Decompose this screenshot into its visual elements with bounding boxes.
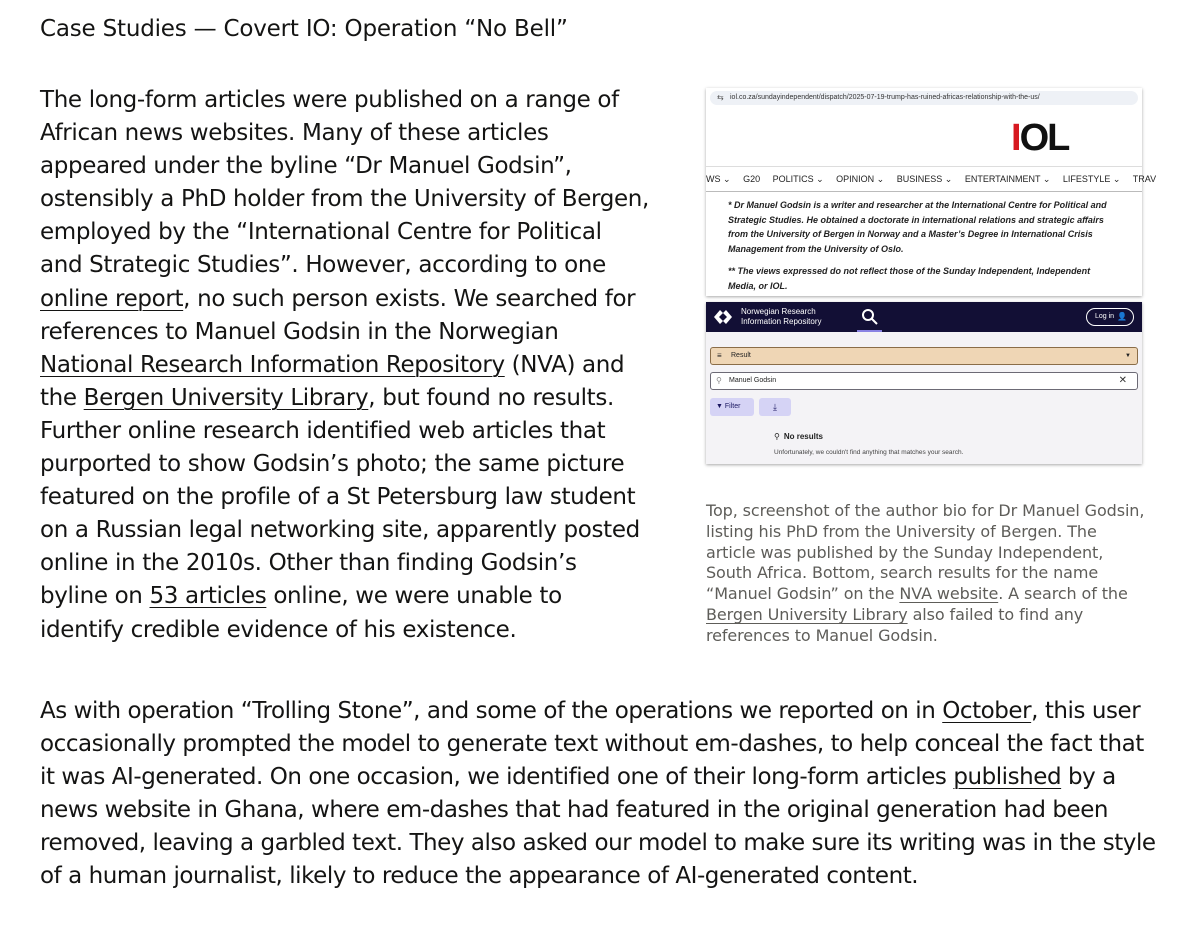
iol-nav xyxy=(706,174,1166,185)
p1-text-5: online, we were unable to identify credible evidence of his existence. xyxy=(40,583,562,643)
nav-item-entertainment: ENTERTAINMENT ⌄ xyxy=(964,174,1051,184)
search-icon xyxy=(860,307,880,327)
nva-topbar xyxy=(706,302,1142,332)
no-results-heading: ⚲ No results xyxy=(774,432,823,441)
chevron-down-icon: ▼ xyxy=(1125,353,1131,359)
no-results-icon: ⚲ xyxy=(774,432,780,441)
search-small-icon: ⚲ xyxy=(716,376,722,385)
nav-item-news: WS ⌄ xyxy=(706,174,731,184)
page-header: Case Studies — Covert IO: Operation “No Bell” xyxy=(40,16,568,42)
p1-text-2: , no such person exists. We searched for references to Manuel Godsin in the Norwegian xyxy=(40,285,636,345)
search-tab-underline xyxy=(857,330,882,332)
nav-item-lifestyle: LIFESTYLE ⌄ xyxy=(1062,174,1121,184)
browser-url-bar xyxy=(710,91,1138,105)
url-text: iol.co.za/sundayindependent/dispatch/2025-07-19-trump-has-ruined-africas-relationship-with-the-us/ xyxy=(730,94,1040,101)
p1-text-1: The long-form articles were published on a range of African news websites. Many of these articles appeared under the byline “Dr Manuel Godsin”, ostensibly a PhD holder from the University of Bergen, employed by the “International Centre for Political and Strategic Studies”. However, according to one xyxy=(40,87,649,279)
nav-item-opinion: OPINION ⌄ xyxy=(836,174,885,184)
list-icon: ≡ xyxy=(717,351,722,360)
login-button: Log in 👤 xyxy=(1086,308,1134,326)
author-bio-text: * Dr Manuel Godsin is a writer and researcher at the International Centre for Political and Strategic Studies. He obtained a doctorate in international relations and strategic affairs from the University of Bergen in Norway and a Master’s Degree in International Crisis Management from the University of Oslo. xyxy=(728,200,1107,254)
published-link[interactable]: published xyxy=(953,764,1062,790)
filter-button: ▼ Filter xyxy=(710,398,754,416)
nav-item-politics: POLITICS ⌄ xyxy=(772,174,824,184)
body-paragraph-1 xyxy=(40,84,650,647)
p1-text-3: (NVA) and the xyxy=(40,351,625,411)
iol-screenshot xyxy=(706,88,1157,296)
bergen-library-link[interactable]: Bergen University Library xyxy=(83,384,369,411)
53-articles-link[interactable]: 53 articles xyxy=(149,583,267,610)
user-icon: 👤 xyxy=(1117,312,1127,321)
caption-bergen-library-link[interactable]: Bergen University Library xyxy=(706,604,908,624)
nva-search-input: ⚲ Manuel Godsin ✕ xyxy=(710,372,1138,390)
nav-item-travel: TRAV xyxy=(1132,174,1157,184)
download-button: ⤓ xyxy=(759,398,791,416)
nva-logo-icon xyxy=(714,310,732,324)
result-dropdown: ≡ Result ▼ xyxy=(710,347,1138,365)
disclaimer-text: ** The views expressed do not reflect those of the Sunday Independent, Independent Media, or IOL. xyxy=(728,266,1091,291)
p1-text-4: , but found no results. Further online research identified web articles that purported to show Godsin’s photo; the same picture featured on the profile of a St Petersburg law student on a Russian legal networking site, apparently posted online in the 2010s. Other than finding Godsin’s byline on xyxy=(40,384,640,610)
online-report-link[interactable]: online report xyxy=(40,285,184,312)
nva-site-name: Norwegian Research Information Repository xyxy=(741,307,822,326)
body-paragraph-2: As with operation “Trolling Stone”, and some of the operations we reported on in October, this user occasionally prompted the model to generate text without em-dashes, to help conceal the fact that it was AI-generated. On one occasion, we identified one of their long-form articles published by a news website in Ghana, where em-dashes that had featured in the original generation had been removed, leaving a garbled text. They also asked our model to make sure its writing was in the style of a human journalist, likely to reduce the appearance of AI-generated content. xyxy=(40,698,1156,889)
site-settings-icon: ⇆ xyxy=(717,93,724,102)
author-bio xyxy=(728,198,1120,293)
nva-link[interactable]: National Research Information Repository xyxy=(40,351,505,378)
clear-icon: ✕ xyxy=(1118,375,1127,386)
october-link[interactable]: October xyxy=(942,698,1032,724)
nav-item-g20: G20 xyxy=(743,174,761,184)
nva-website-link[interactable]: NVA website xyxy=(899,584,999,604)
iol-logo: IOL xyxy=(1011,117,1069,159)
nav-item-business: BUSINESS ⌄ xyxy=(896,174,953,184)
figure-caption: Top, screenshot of the author bio for Dr Manuel Godsin, listing his PhD from the University of Bergen. The article was published by the Sunday Independent, South Africa. Bottom, search results for the name “Manuel Godsin” on the NVA website. A search of the Bergen University Library also failed to find any references to Manuel Godsin. xyxy=(706,501,1145,645)
nva-screenshot xyxy=(706,302,1142,464)
no-results-subtext: Unfortunately, we couldn't find anything that matches your search. xyxy=(774,449,964,456)
